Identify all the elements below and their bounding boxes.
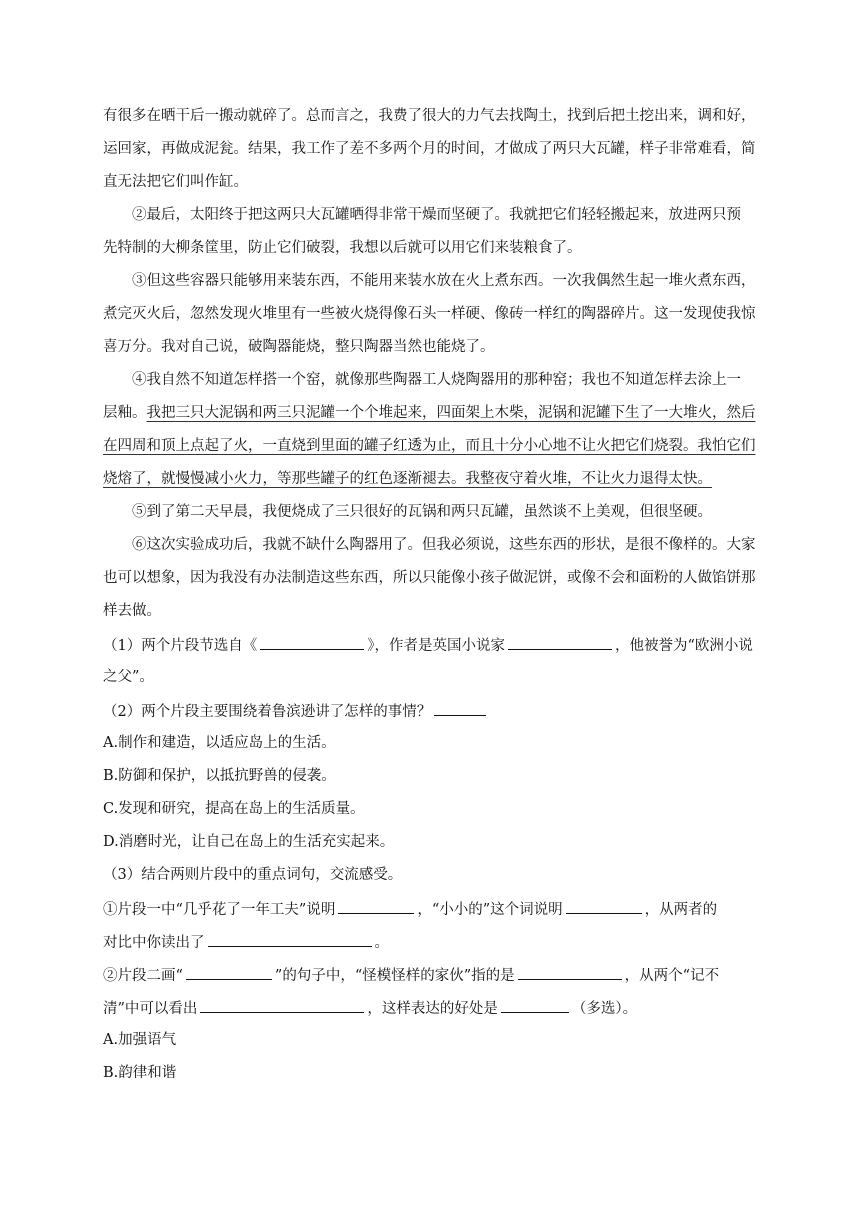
paragraph-3-line-2: 煮完灭火后，忽然发现火堆里有一些被火烧得像石头一样硬、像砖一样红的陶器碎片。这一发现使我惊 xyxy=(103,306,756,322)
paragraph-4-line-2 xyxy=(103,403,756,423)
option-b: B.防御和保护，以抵抗野兽的侵袭。 xyxy=(103,768,336,784)
answer-blank-q3-1a[interactable] xyxy=(338,898,414,914)
paragraph-1-line-1: 有很多在晒干后一搬动就碎了。总而言之，我费了很大的力气去找陶土，找到后把土挖出来，调和好， xyxy=(103,108,756,124)
question-1-line-2: 之父”。 xyxy=(103,669,154,685)
paragraph-4-line-4: 烧熔了，就慢慢减小火力，等那些罐子的红色逐渐褪去。我整夜守着火堆，不让火力退得太快。 xyxy=(103,471,712,487)
answer-blank-q2[interactable] xyxy=(434,700,486,716)
paragraph-2-line-1: ②最后，太阳终于把这两只大瓦罐晒得非常干燥而坚硬了。我就把它们轻轻搬起来，放进两只预 xyxy=(132,207,741,223)
question-2-text: （2）两个片段主要围绕着鲁滨逊讲了怎样的事情？ xyxy=(103,704,432,720)
underlined-sentence: 我把三只大泥锅和两三只泥罐一个个堆起来，四面架上木柴，泥锅和泥罐下生了一大堆火，然后 xyxy=(146,405,756,421)
question-3-sub-1-line-1 xyxy=(103,898,717,920)
option-a: A.制作和建造，以适应岛上的生活。 xyxy=(103,735,336,751)
paragraph-1-line-3: 直无法把它们叫作缸。 xyxy=(103,174,248,190)
paragraph-6-line-3: 样去做。 xyxy=(103,603,161,619)
answer-blank-q3-2d[interactable] xyxy=(501,997,569,1013)
answer-blank-q3-1c[interactable] xyxy=(208,931,372,947)
paragraph-5-line-1: ⑤到了第二天早晨，我便烧成了三只很好的瓦锅和两只瓦罐，虽然谈不上美观，但很坚硬。 xyxy=(132,504,712,520)
q3-option-a: A.加强语气 xyxy=(103,1032,177,1048)
question-1-part-b: 》，作者是英国小说家 xyxy=(367,638,505,654)
paragraph-2-line-2: 先特制的大柳条筐里，防止它们破裂，我想以后就可以用它们来装粮食了。 xyxy=(103,240,582,256)
paragraph-4-line-1: ④我自然不知道怎样搭一个窑，就像那些陶器工人烧陶器用的那种窑；我也不知道怎样去涂上一 xyxy=(132,372,741,388)
question-3-sub-2-line-1 xyxy=(103,964,719,986)
q3-s1-part-a: ①片段一中“几乎花了一年工夫”说明 xyxy=(103,902,336,918)
answer-blank-author[interactable] xyxy=(508,634,612,650)
question-1-part-a: （1）两个片段节选自《 xyxy=(103,638,258,654)
paragraph-4-line-2-start: 层釉。 xyxy=(103,405,147,421)
paragraph-6-line-1: ⑥这次实验成功后，我就不缺什么陶器用了。但我必须说，这些东西的形状，是很不像样的。大家 xyxy=(132,537,756,553)
question-1-line-1 xyxy=(103,634,753,656)
q3-s2-part-c: ，从两个“记不 xyxy=(624,968,720,984)
paragraph-3-line-3: 喜万分。我对自己说，破陶器能烧，整只陶器当然也能烧了。 xyxy=(103,339,495,355)
q3-option-b: B.韵律和谐 xyxy=(103,1065,177,1081)
question-2-stem xyxy=(103,700,489,722)
question-1-part-c: ，他被誉为“欧洲小说 xyxy=(614,638,753,654)
q3-s1-part-b: ，“小小的”这个词说明 xyxy=(417,902,563,918)
q3-s1-part-c: ，从两者的 xyxy=(644,902,718,918)
q3-s2-part-d: 清”中可以看出 xyxy=(103,1001,198,1017)
answer-blank-q3-2c[interactable] xyxy=(200,997,364,1013)
question-3-sub-2-line-2 xyxy=(103,997,637,1019)
answer-blank-q3-2b[interactable] xyxy=(518,964,622,980)
q3-s2-part-e: ，这样表达的好处是 xyxy=(367,1001,498,1017)
q3-s2-part-a: ②片段二画“ xyxy=(103,968,183,984)
question-3-stem: （3）结合两则片段中的重点词句，交流感受。 xyxy=(103,867,403,883)
q3-s2-part-f: （多选）。 xyxy=(571,1001,638,1017)
q3-s1-part-d: 对比中你读出了 xyxy=(103,935,205,951)
question-3-sub-1-line-2 xyxy=(103,931,389,953)
paragraph-6-line-2: 也可以想象，因为我没有办法制造这些东西，所以只能像小孩子做泥饼，或像不会和面粉的人做馅饼那 xyxy=(103,570,756,586)
answer-blank-q3-1b[interactable] xyxy=(566,898,642,914)
answer-blank-q3-2a[interactable] xyxy=(186,964,272,980)
q3-s2-part-b: ”的句子中，“怪模怪样的家伙”指的是 xyxy=(274,968,515,984)
option-c: C.发现和研究，提高在岛上的生活质量。 xyxy=(103,801,365,817)
paragraph-1-line-2: 运回家，再做成泥瓮。结果，我工作了差不多两个月的时间，才做成了两只大瓦罐，样子非常难看，简 xyxy=(103,141,756,157)
answer-blank-book-title[interactable] xyxy=(260,634,364,650)
q3-s1-part-e: 。 xyxy=(374,935,389,951)
paragraph-4-line-3: 在四周和顶上点起了火，一直烧到里面的罐子红透为止，而且十分小心地不让火把它们烧裂。我怕它们 xyxy=(103,438,756,454)
paragraph-3-line-1: ③但这些容器只能够用来装东西，不能用来装水放在火上煮东西。一次我偶然生起一堆火煮东西， xyxy=(132,273,756,289)
option-d: D.消磨时光，让自己在岛上的生活充实起来。 xyxy=(103,834,395,850)
